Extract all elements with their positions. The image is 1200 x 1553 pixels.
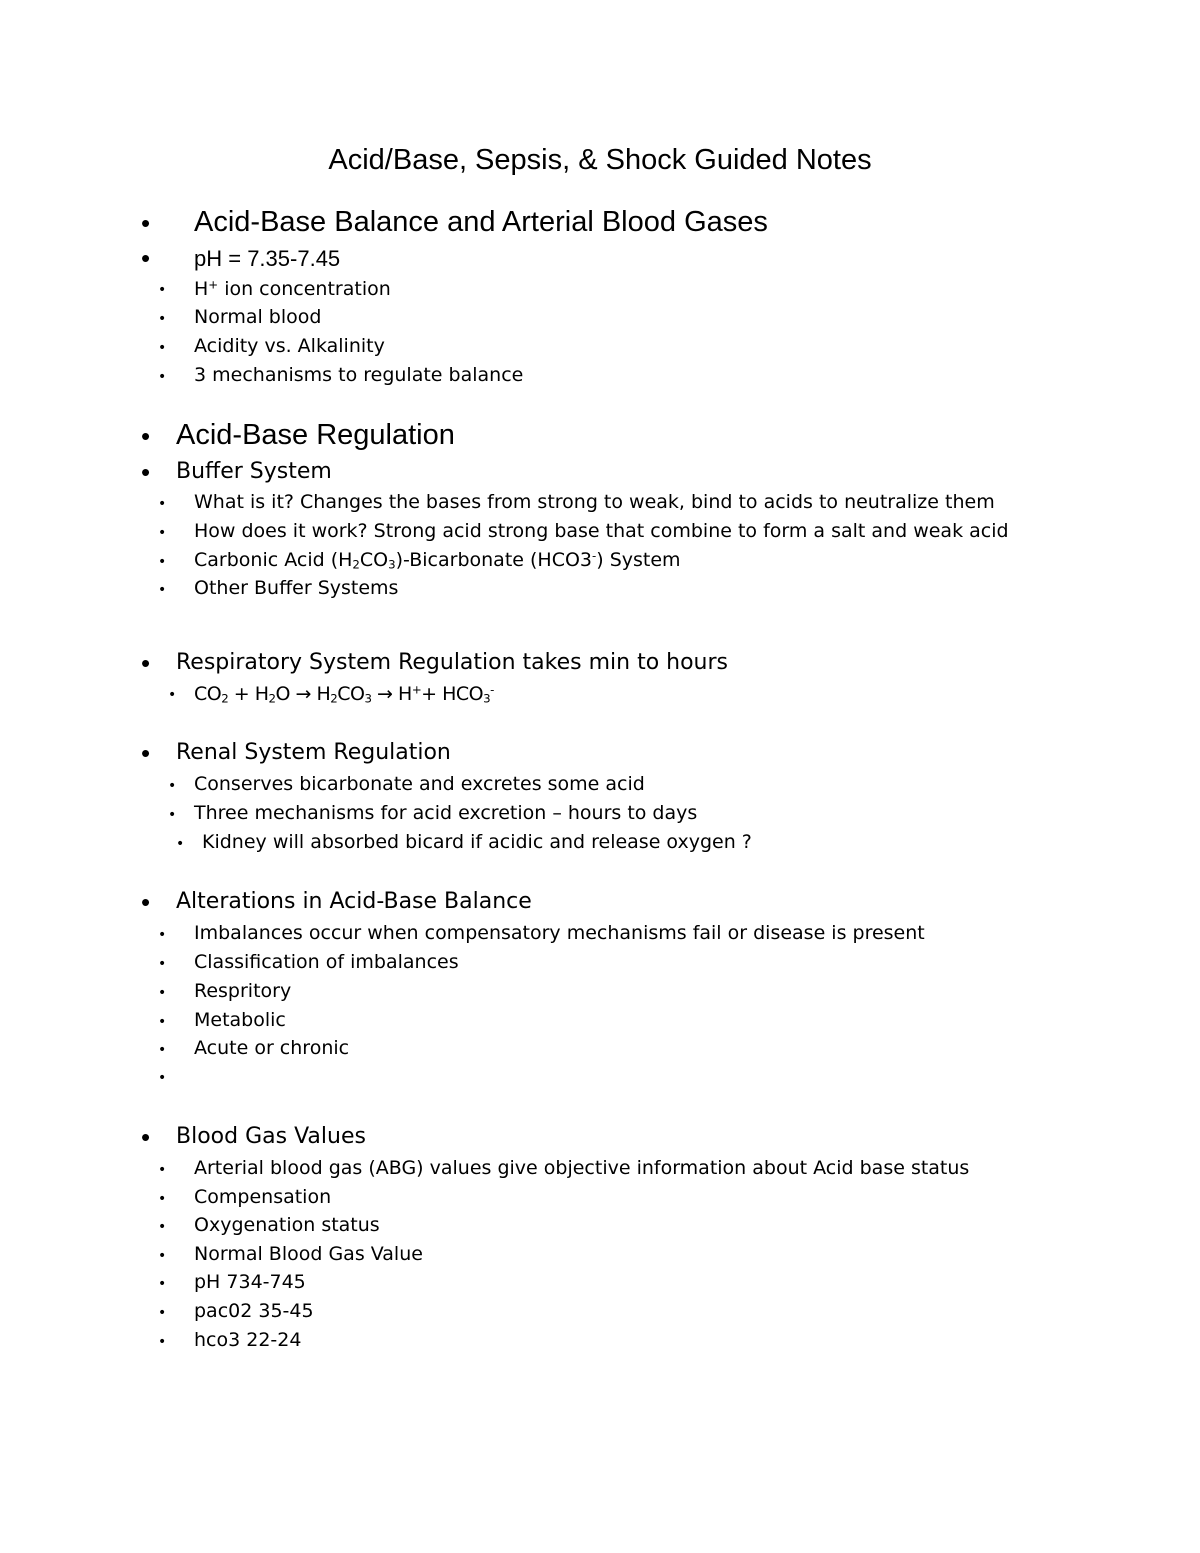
list-item: Normal Blood Gas Value — [194, 1243, 423, 1265]
bullet: • — [158, 340, 167, 356]
list-item: How does it work? Strong acid strong base that combine to form a salt and weak acid — [194, 520, 1009, 542]
bullet: • — [158, 1334, 167, 1350]
list-item: Oxygenation status — [194, 1214, 380, 1236]
bullet: • — [168, 807, 177, 823]
list-item: Other Buffer Systems — [194, 577, 399, 599]
bullet: • — [141, 421, 151, 451]
bullet: • — [158, 1014, 167, 1030]
blood-gas-heading: Blood Gas Values — [176, 1124, 366, 1149]
renal-heading: Renal System Regulation — [176, 740, 451, 765]
list-item: 3 mechanisms to regulate balance — [194, 364, 524, 386]
list-item: Metabolic — [194, 1009, 286, 1031]
list-item: Acidity vs. Alkalinity — [194, 335, 385, 357]
bullet: • — [141, 887, 151, 917]
h-ion-concentration: H+ ion concentration — [194, 277, 391, 300]
alterations-heading: Alterations in Acid-Base Balance — [176, 889, 532, 914]
list-item: Conserves bicarbonate and excretes some acid — [194, 773, 645, 795]
bullet: • — [168, 687, 177, 703]
bullet: • — [141, 208, 151, 238]
list-item: Compensation — [194, 1186, 332, 1208]
list-item: What is it? Changes the bases from strong to weak, bind to acids to neutralize them — [194, 491, 995, 513]
list-item: hco3 22-24 — [194, 1329, 302, 1351]
bullet: • — [176, 836, 185, 852]
bullet: • — [158, 927, 167, 943]
carbonic-equation: $CO_2 + H_2O \to H_2CO_3 \to H^++ HCO_3^-$ — [194, 682, 494, 706]
bullet: • — [141, 243, 151, 273]
bullet: • — [158, 496, 167, 512]
bullet: • — [141, 648, 151, 678]
bullet: • — [158, 1162, 167, 1178]
bullet: • — [158, 1305, 167, 1321]
bullet: • — [141, 738, 151, 768]
list-item: Classification of imbalances — [194, 951, 459, 973]
bullet: • — [141, 1122, 151, 1152]
respiratory-heading: Respiratory System Regulation takes min to hours — [176, 650, 729, 675]
buffer-system-heading: Buffer System — [176, 459, 332, 484]
bullet: • — [158, 1248, 167, 1264]
list-item: Kidney will absorbed bicard if acidic and release oxygen ? — [202, 831, 752, 853]
bullet: • — [158, 1070, 167, 1086]
ph-range-line: pH = 7.35-7.45 — [194, 246, 341, 271]
list-item: Acute or chronic — [194, 1037, 350, 1059]
bullet: • — [158, 582, 167, 598]
list-item: pac02 35-45 — [194, 1300, 314, 1322]
bullet: • — [158, 525, 167, 541]
bullet: • — [158, 369, 167, 385]
carbonic-acid-system: Carbonic Acid $(H_2CO_3)$-Bicarbonate (HCO3-) System — [194, 548, 681, 572]
bullet: • — [158, 1042, 167, 1058]
list-item: Respritory — [194, 980, 292, 1002]
bullet: • — [158, 1276, 167, 1292]
bullet: • — [141, 457, 151, 487]
list-item: Three mechanisms for acid excretion – hours to days — [194, 802, 698, 824]
bullet: • — [158, 985, 167, 1001]
bullet: • — [168, 778, 177, 794]
list-item: pH 734-745 — [194, 1271, 306, 1293]
bullet: • — [158, 1191, 167, 1207]
list-item: Imbalances occur when compensatory mechanisms fail or disease is present — [194, 922, 925, 944]
section-heading-abg: Acid-Base Balance and Arterial Blood Gases — [194, 206, 768, 238]
section-heading-regulation: Acid-Base Regulation — [176, 419, 455, 451]
list-item: Arterial blood gas (ABG) values give objective information about Acid base status — [194, 1157, 970, 1179]
bullet: • — [158, 282, 167, 298]
list-item: Normal blood — [194, 306, 322, 328]
document-title: Acid/Base, Sepsis, & Shock Guided Notes — [328, 144, 872, 176]
bullet: • — [158, 956, 167, 972]
bullet: • — [158, 1219, 167, 1235]
bullet: • — [158, 311, 167, 327]
bullet: • — [158, 554, 167, 570]
